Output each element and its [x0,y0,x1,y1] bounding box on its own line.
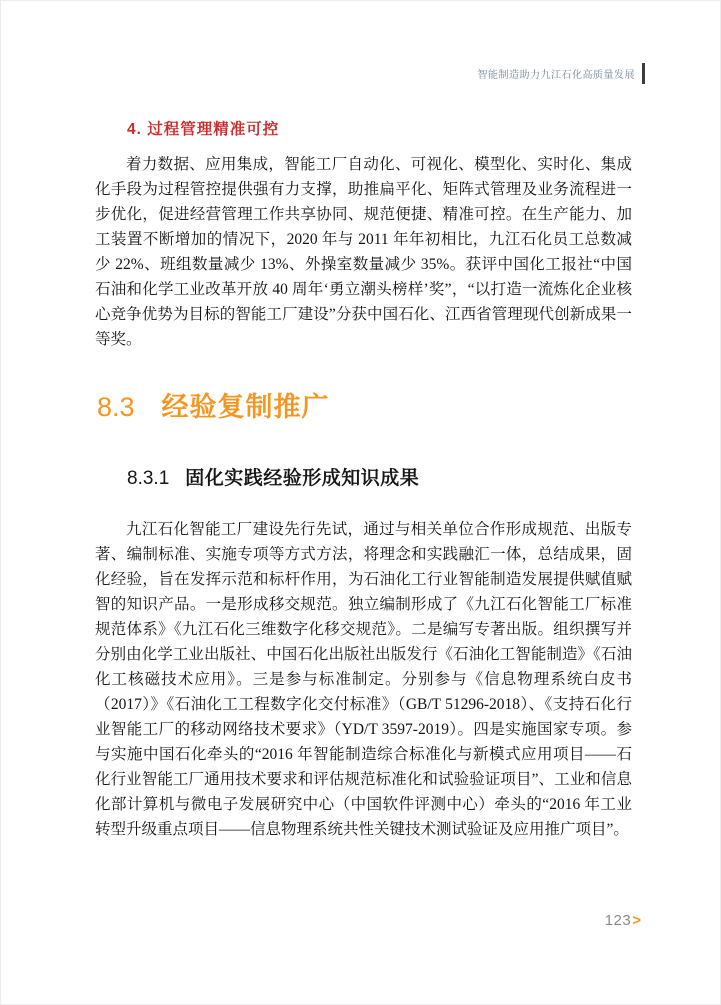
chevron-right-icon: > [632,912,641,929]
subsection-number: 8.3.1 [127,468,170,489]
paragraph-process-management: 着力数据、应用集成，智能工厂自动化、可视化、模型化、实时化、集成化手段为过程管控提供强有力支撑，助推扁平化、矩阵式管理及业务流程进一步优化，促进经营管理工作共享协同、规范便捷、精准可控。在生产能力、加工装置不断增加的情况下，2020 年与 2011 年年初相比，九江石化员工总数减少 22%、班组数量减少 13%、外操室数量减少 35%。获评中国化工报社“中国石油和化学工业改革开放 40 周年‘勇立潮头榜样’奖”，“以打造一流炼化企业核心竞争优势为目标的智能工厂建设”分获中国石化、江西省管理现代创新成果一等奖。 [95,156,632,348]
subsection-heading-8-3-1 [127,463,419,490]
running-header [478,63,646,84]
section-title: 经验复制推广 [161,392,330,422]
page-footer [605,912,641,929]
heading-process-management: 4. 过程管理精准可控 [127,121,280,138]
section-heading-8-3 [97,385,330,424]
running-header-title: 智能制造助力九江石化高质量发展 [477,70,635,81]
subsection-title: 固化实践经验形成知识成果 [185,468,420,489]
page-number: 123 [604,912,632,929]
paragraph-knowledge-outcomes: 九江石化智能工厂建设先行先试，通过与相关单位合作形成规范、出版专著、编制标准、实施专项等方式方法，将理念和实践融汇一体，总结成果，固化经验，旨在发挥示范和标杆作用，为石油化工行业智能制造发展提供赋值赋智的知识产品。一是形成移交规范。独立编制形成了《九江石化智能工厂标准规范体系》《九江石化三维数字化移交规范》。二是编写专著出版。组织撰写并分别由化学工业出版社、中国石化出版社出版发行《石油化工智能制造》《石油化工核磁技术应用》。三是参与标准制定。分别参与《信息物理系统白皮书（2017）》《石油化工工程数字化交付标准》（GB/T 51296-2018）、《支持石化行业智能工厂的移动网络技术要求》（YD/T 3597-2019）。四是实施国家专项。参与实施中国石化牵头的“2016 年智能制造综合标准化与新模式应用项目——石化行业智能工厂通用技术要求和评估规范标准化和试验验证项目”、工业和信息化部计算机与微电子发展研究中心（中国软件评测中心）牵头的“2016 年工业转型升级重点项目——信息物理系统共性关键技术测试验证及应用推广项目”。 [95,521,632,838]
running-header-rule [642,63,645,84]
section-number: 8.3 [97,392,135,422]
